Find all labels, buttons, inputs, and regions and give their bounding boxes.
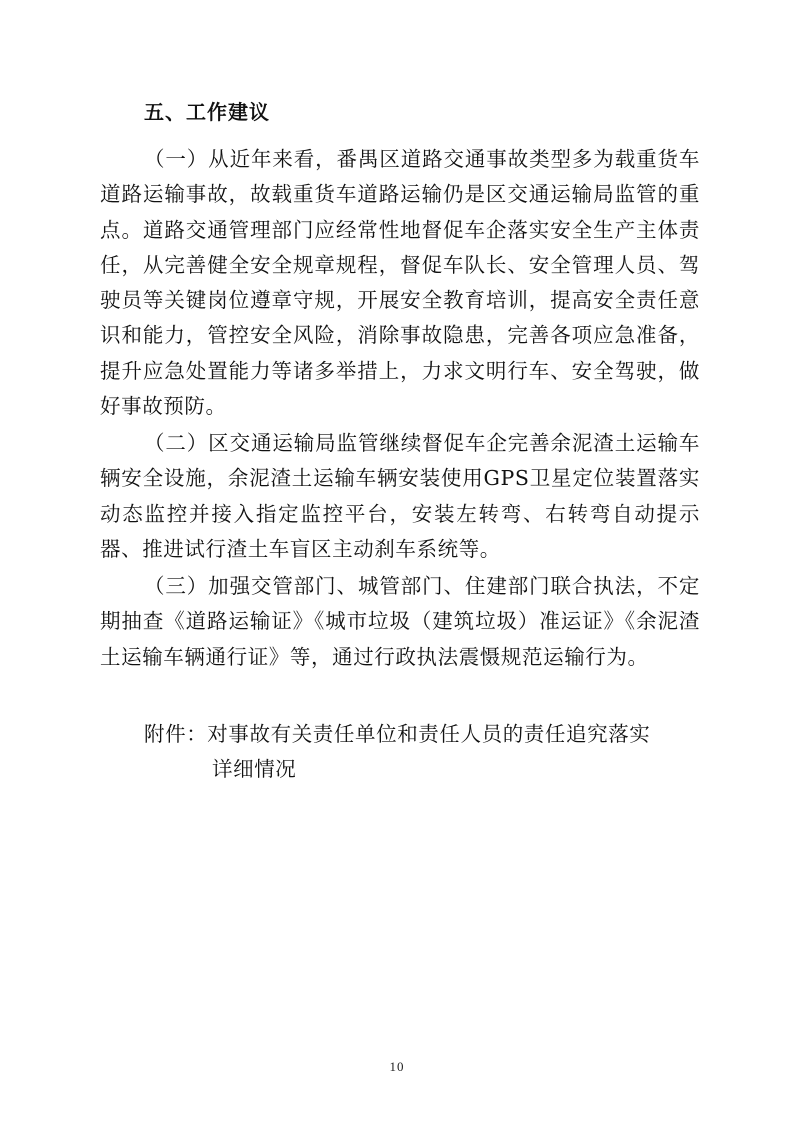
attachment-line-1: 附件：对事故有关责任单位和责任人员的责任追究落实 (144, 721, 651, 746)
document-body (100, 96, 700, 787)
paragraph-3: （三）加强交管部门、城管部门、住建部门联合执法，不定期抽查《道路运输证》《城市垃圾（建筑垃圾）准运证》《余泥渣土运输车辆通行证》等，通过行政执法震慑规范运输行为。 (100, 574, 700, 669)
attachment-line-2: 详细情况 (212, 757, 297, 781)
section-heading: 五、工作建议 (144, 100, 270, 124)
paragraph-1: （一）从近年来看，番禺区道路交通事故类型多为载重货车道路运输事故，故载重货车道路运输仍是区交通运输局监管的重点。道路交通管理部门应经常性地督促车企落实安全生产主体责任，从完善健全安全规章规程，督促车队长、安全管理人员、驾驶员等关键岗位遵章守规，开展安全教育培训，提高安全责任意识和能力，管控安全风险，消除事故隐患，完善各项应急准备，提升应急处置能力等诸多举措上，力求文明行车、安全驾驶，做好事故预防。 (100, 147, 700, 418)
attachment-note (100, 717, 700, 788)
page-number: 10 (389, 1059, 405, 1074)
paragraph-2: （二）区交通运输局监管继续督促车企完善余泥渣土运输车辆安全设施，余泥渣土运输车辆安装使用GPS卫星定位装置落实动态监控并接入指定监控平台，安装左转弯、右转弯自动提示器、推进试行渣土车盲区主动刹车系统等。 (100, 431, 700, 561)
